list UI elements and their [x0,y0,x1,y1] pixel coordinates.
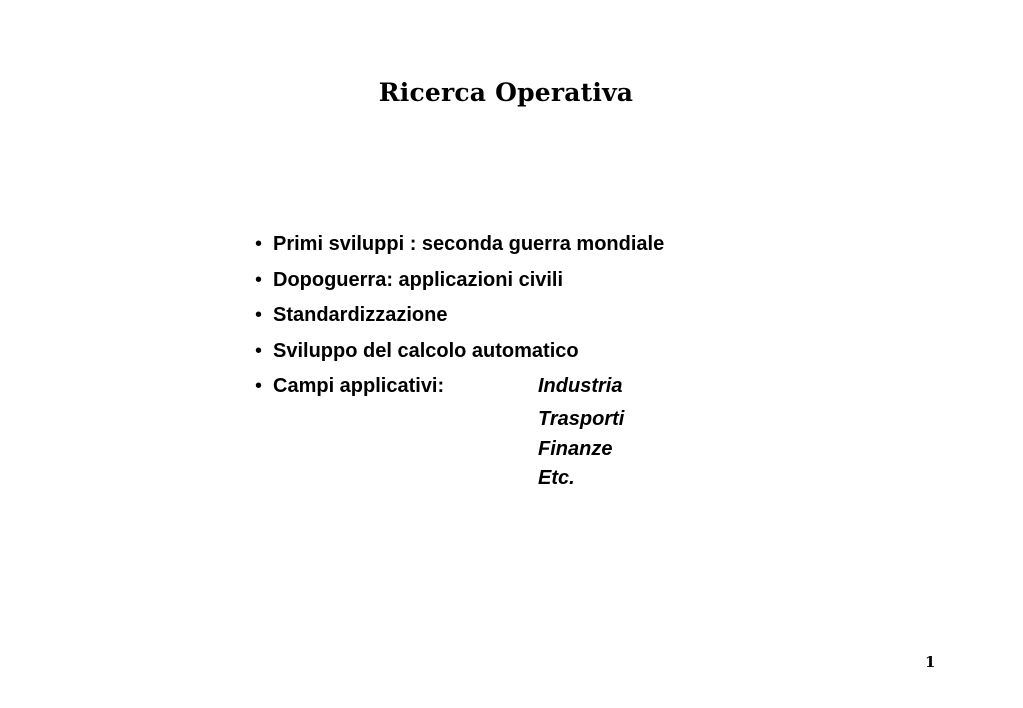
bullet-icon: • [255,233,263,255]
campo-etc: Etc. [538,467,575,489]
list-item [255,269,664,305]
bullet-icon: • [255,304,263,326]
bullet-icon: • [255,339,263,362]
bullet-icon: • [255,375,263,397]
campi-applicativi-label: Campi applicativi: [273,375,445,397]
page-number: 1 [925,653,936,671]
list-item [255,340,664,376]
bullet-text: Dopoguerra: applicazioni civili [273,268,564,291]
campo-finanze: Finanze [538,437,613,460]
bullet-icon: • [255,268,263,291]
campi-list [538,405,624,494]
list-item [255,304,664,340]
bullet-text: Standardizzazione [273,304,448,326]
slide-title: Ricerca Operativa [378,78,634,107]
campo-industria: Industria [538,375,623,397]
bullet-text: Primi sviluppi : seconda guerra mondiale [273,233,665,255]
campo-trasporti: Trasporti [538,408,625,430]
bullet-text: Sviluppo del calcolo automatico [273,339,579,362]
list-item [255,233,664,269]
